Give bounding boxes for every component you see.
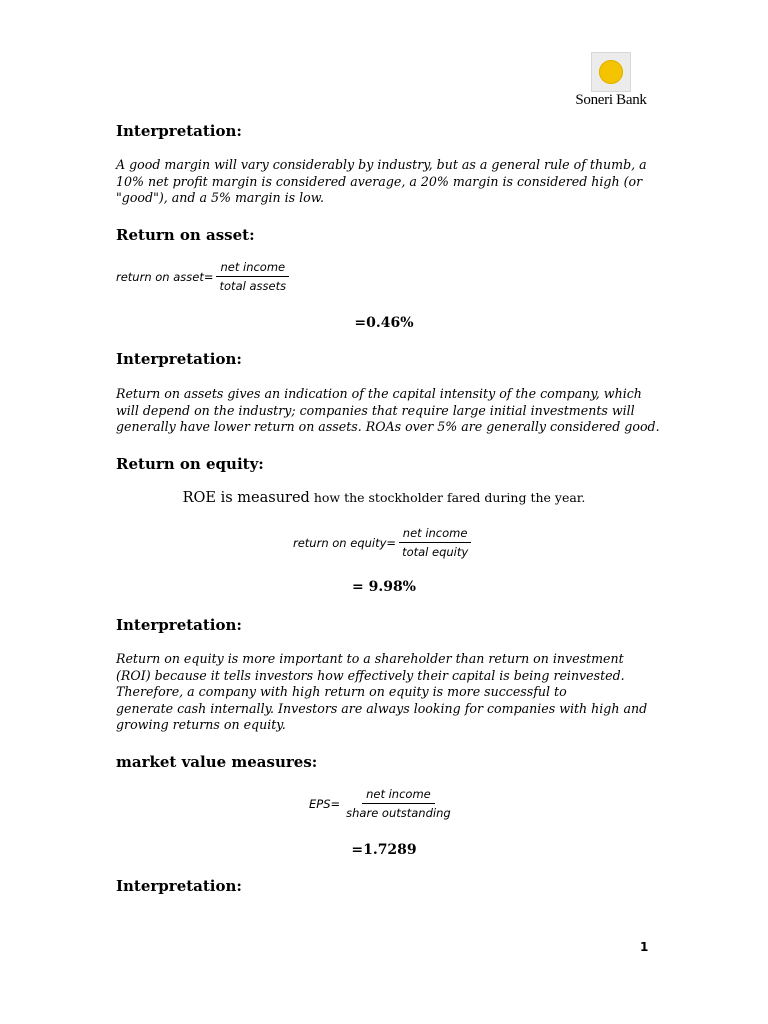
return-on-equity-heading: Return on equity: bbox=[116, 455, 264, 473]
roe-description-bold: ROE is measured bbox=[182, 490, 310, 506]
paragraph-line: generally have lower return on assets. ROAs over 5% are generally considered good. bbox=[116, 419, 660, 435]
formula-denominator: total equity bbox=[402, 545, 469, 559]
formula-denominator: total assets bbox=[219, 279, 287, 293]
formula-numerator: net income bbox=[399, 526, 472, 543]
paragraph-line: Return on equity is more important to a shareholder than return on investment bbox=[116, 651, 624, 666]
formula-denominator: share outstanding bbox=[346, 806, 451, 820]
interpretation-heading-4: Interpretation: bbox=[116, 877, 242, 895]
formula-fraction bbox=[342, 787, 455, 820]
interpretation-heading-1: Interpretation: bbox=[116, 122, 242, 140]
paragraph-line: Return on assets gives an indication of the capital intensity of the company, which bbox=[116, 386, 642, 401]
formula-fraction bbox=[398, 526, 472, 559]
formula-lhs: return on equity= bbox=[293, 535, 397, 550]
formula-lhs: return on asset= bbox=[116, 269, 214, 284]
paragraph-line: generate cash internally. Investors are always looking for companies with high and bbox=[116, 700, 648, 716]
eps-formula bbox=[309, 787, 455, 820]
interpretation-paragraph-1 bbox=[116, 157, 651, 207]
paragraph-line: 10% net profit margin is considered average, a 20% margin is considered high (or bbox=[116, 173, 643, 189]
formula-fraction bbox=[216, 260, 291, 293]
interpretation-heading-2: Interpretation: bbox=[116, 350, 242, 368]
interpretation-paragraph-2 bbox=[116, 386, 660, 436]
paragraph-line: will depend on the industry; companies that require large initial investments will bbox=[116, 402, 635, 418]
roe-result: = 9.98% bbox=[351, 579, 416, 595]
paragraph-line: A good margin will vary considerably by industry, but as a general rule of thumb, a bbox=[116, 157, 647, 172]
paragraph-line: (ROI) because it tells investors how effectively their capital is being reinvested. bbox=[116, 667, 625, 683]
page-number: 1 bbox=[640, 940, 649, 954]
roe-formula bbox=[293, 526, 472, 559]
interpretation-paragraph-3 bbox=[116, 651, 651, 734]
roa-formula bbox=[116, 260, 290, 293]
paragraph-line: Therefore, a company with high return on equity is more successful to bbox=[116, 684, 567, 700]
bank-logo bbox=[568, 44, 654, 114]
eps-result: =1.7289 bbox=[351, 842, 417, 858]
roe-description-rest: how the stockholder fared during the year. bbox=[309, 490, 586, 505]
paragraph-line: "good"), and a 5% margin is low. bbox=[116, 190, 325, 206]
formula-lhs: EPS= bbox=[309, 796, 341, 811]
sun-logo-icon bbox=[591, 52, 631, 92]
formula-numerator: net income bbox=[362, 787, 435, 804]
return-on-asset-heading: Return on asset: bbox=[116, 226, 255, 244]
market-value-measures-heading: market value measures: bbox=[116, 753, 318, 771]
interpretation-heading-3: Interpretation: bbox=[116, 616, 242, 634]
logo-text: Soneri Bank bbox=[575, 92, 647, 108]
formula-numerator: net income bbox=[216, 260, 289, 277]
roe-description bbox=[0, 490, 768, 506]
roa-result: =0.46% bbox=[354, 315, 414, 331]
paragraph-line: growing returns on equity. bbox=[116, 717, 286, 733]
